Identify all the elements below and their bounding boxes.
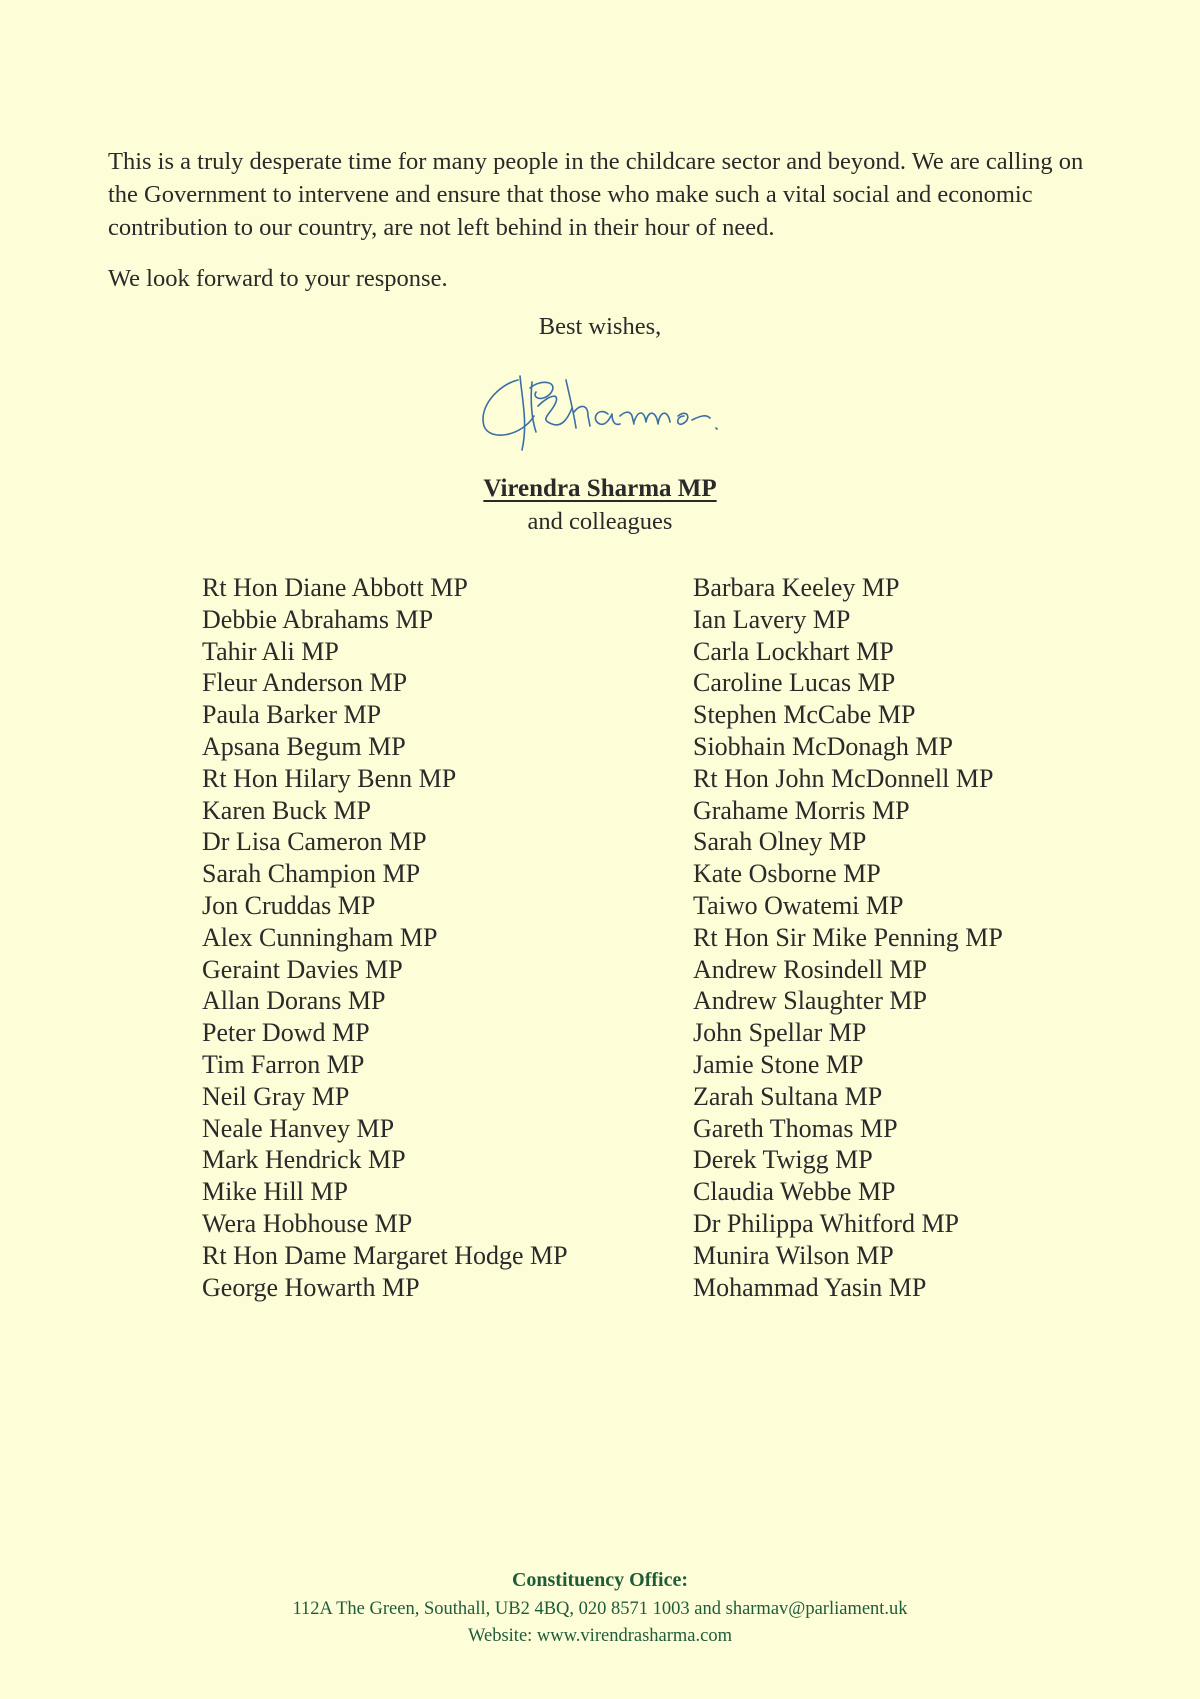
signatory-name: Mark Hendrick MP bbox=[202, 1145, 406, 1175]
footer-title: Constituency Office: bbox=[511, 1569, 689, 1591]
signatory-name: Mohammad Yasin MP bbox=[693, 1272, 927, 1302]
signatory-name: Barbara Keeley MP bbox=[693, 573, 900, 602]
signatory-name: Apsana Begum MP bbox=[202, 731, 406, 761]
signatory-name: Dr Philippa Whitford MP bbox=[693, 1208, 960, 1238]
signatory-name: Allan Dorans MP bbox=[202, 986, 386, 1016]
signatories-left-column bbox=[202, 572, 662, 1303]
signer-name: Virendra Sharma MP bbox=[483, 475, 717, 502]
footer-website: Website: www.virendrasharma.com bbox=[468, 1626, 732, 1646]
letter-paragraph: This is a truly desperate time for many people in the childcare sector and beyond. We are calling on the Government to intervene and ensure that those who make such a vital social and economic contribution to our country, are not left behind in their hour of need. bbox=[108, 148, 1084, 241]
signatory-name: Neil Gray MP bbox=[202, 1081, 350, 1111]
signatory-name: Paula Barker MP bbox=[202, 700, 382, 730]
signatories-right-column bbox=[693, 572, 1133, 1303]
letter-closing: Best wishes, bbox=[538, 313, 662, 340]
signatory-name: Debbie Abrahams MP bbox=[202, 604, 434, 634]
signatory-name: Kate Osborne MP bbox=[693, 859, 881, 889]
signatory-name: Ian Lavery MP bbox=[693, 604, 851, 634]
signer-subtitle: and colleagues bbox=[527, 508, 673, 535]
signatory-name: John Spellar MP bbox=[693, 1018, 867, 1048]
signatory-name: Geraint Davies MP bbox=[202, 954, 403, 984]
signatory-name: Caroline Lucas MP bbox=[693, 668, 896, 698]
signatory-name: Munira Wilson MP bbox=[693, 1240, 894, 1270]
signatory-name: Stephen McCabe MP bbox=[693, 700, 916, 730]
signatory-name: Andrew Rosindell MP bbox=[693, 954, 927, 984]
signatory-name: Alex Cunningham MP bbox=[202, 922, 438, 952]
signatory-name: Derek Twigg MP bbox=[693, 1145, 873, 1175]
signatory-name: Dr Lisa Cameron MP bbox=[202, 827, 427, 857]
signatory-name: Sarah Champion MP bbox=[202, 859, 421, 889]
signatory-name: Rt Hon Sir Mike Penning MP bbox=[693, 922, 1003, 952]
signatory-name: Fleur Anderson MP bbox=[202, 668, 408, 698]
signatory-name: Mike Hill MP bbox=[202, 1177, 348, 1207]
signatory-name: George Howarth MP bbox=[202, 1272, 420, 1302]
signatory-name: Jon Cruddas MP bbox=[202, 890, 376, 920]
signatory-name: Tahir Ali MP bbox=[202, 636, 339, 666]
footer-address: 112A The Green, Southall, UB2 4BQ, 020 8571 1003 and sharmav@parliament.uk bbox=[292, 1599, 908, 1619]
signatory-name: Rt Hon Dame Margaret Hodge MP bbox=[202, 1240, 568, 1270]
signatory-name: Neale Hanvey MP bbox=[202, 1113, 395, 1143]
signatory-name: Jamie Stone MP bbox=[693, 1049, 864, 1079]
signatory-name: Rt Hon John McDonnell MP bbox=[693, 763, 994, 793]
signatory-name: Karen Buck MP bbox=[202, 795, 371, 825]
signatory-name: Siobhain McDonagh MP bbox=[693, 731, 953, 761]
signatory-name: Wera Hobhouse MP bbox=[202, 1208, 413, 1238]
signatory-name: Claudia Webbe MP bbox=[693, 1177, 896, 1207]
signatory-name: Grahame Morris MP bbox=[693, 795, 910, 825]
signatory-name: Rt Hon Hilary Benn MP bbox=[202, 763, 457, 793]
signatory-name: Rt Hon Diane Abbott MP bbox=[202, 573, 468, 602]
signatory-name: Sarah Olney MP bbox=[693, 827, 867, 857]
signatory-name: Peter Dowd MP bbox=[202, 1018, 370, 1048]
signatory-name: Carla Lockhart MP bbox=[693, 636, 894, 666]
handwritten-signature bbox=[470, 358, 740, 453]
signatory-name: Tim Farron MP bbox=[202, 1049, 365, 1079]
signatory-name: Gareth Thomas MP bbox=[693, 1113, 898, 1143]
signatory-name: Taiwo Owatemi MP bbox=[693, 890, 904, 920]
signatory-name: Zarah Sultana MP bbox=[693, 1081, 883, 1111]
signatory-name: Andrew Slaughter MP bbox=[693, 986, 927, 1016]
letter-paragraph: We look forward to your response. bbox=[108, 265, 448, 292]
